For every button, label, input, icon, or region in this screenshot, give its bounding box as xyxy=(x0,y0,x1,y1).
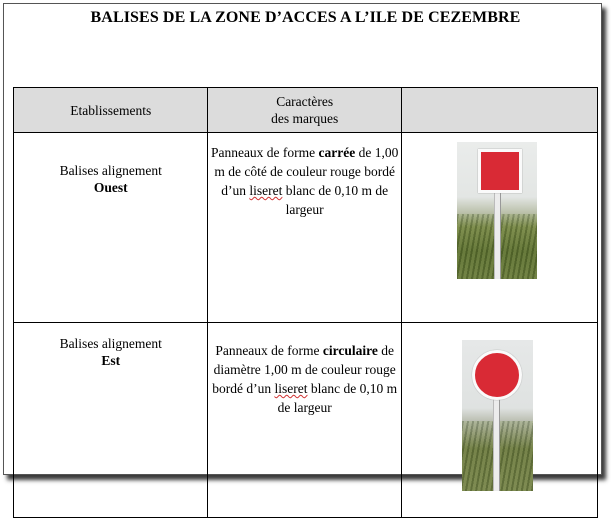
desc-liseret: liseret xyxy=(249,183,283,198)
marks-table xyxy=(13,87,598,518)
table-row xyxy=(14,323,598,518)
desc-shape: circulaire xyxy=(322,343,378,358)
description-cell xyxy=(208,133,401,323)
circular-red-sign-icon xyxy=(472,350,522,400)
desc-text: Panneaux de forme xyxy=(215,343,323,358)
sign-pole xyxy=(493,395,500,491)
description-cell xyxy=(208,323,401,518)
square-red-sign-icon xyxy=(478,149,522,193)
desc-text-mid: de diamètre 1,00 m de couleur rouge bordé d’un xyxy=(212,343,396,396)
place-name: Ouest xyxy=(93,180,128,195)
desc-liseret: liseret xyxy=(274,381,308,396)
desc-text-end: blanc de 0,10 m de largeur xyxy=(282,183,389,217)
place-label: Balises alignement xyxy=(59,163,162,178)
page-title: BALISES DE LA ZONE D’ACCES A L’ILE DE CEZEMBRE xyxy=(90,9,521,26)
desc-text: Panneaux de forme xyxy=(210,145,319,160)
desc-text-end: blanc de 0,10 m de largeur xyxy=(277,381,398,415)
header-etablissements: Etablissements xyxy=(14,88,208,133)
desc-text-mid: de 1,00 m de côté de couleur rouge bordé d’un xyxy=(214,145,399,198)
square-sign-photo xyxy=(457,142,537,279)
header-caracteres-line2: des marques xyxy=(271,111,339,126)
header-caracteres xyxy=(208,88,401,133)
header-caracteres-line1: Caractères xyxy=(276,94,334,109)
table-header-row xyxy=(14,88,598,133)
photo-cell xyxy=(401,133,597,323)
place-cell xyxy=(14,133,208,323)
circular-sign-photo xyxy=(462,340,533,491)
photo-cell xyxy=(401,323,597,518)
place-cell xyxy=(14,323,208,518)
sign-pole xyxy=(494,186,501,279)
place-name: Est xyxy=(101,353,121,368)
desc-shape: carrée xyxy=(318,145,356,160)
table-row xyxy=(14,133,598,323)
place-label: Balises alignement xyxy=(59,336,162,351)
header-photo xyxy=(401,88,597,133)
